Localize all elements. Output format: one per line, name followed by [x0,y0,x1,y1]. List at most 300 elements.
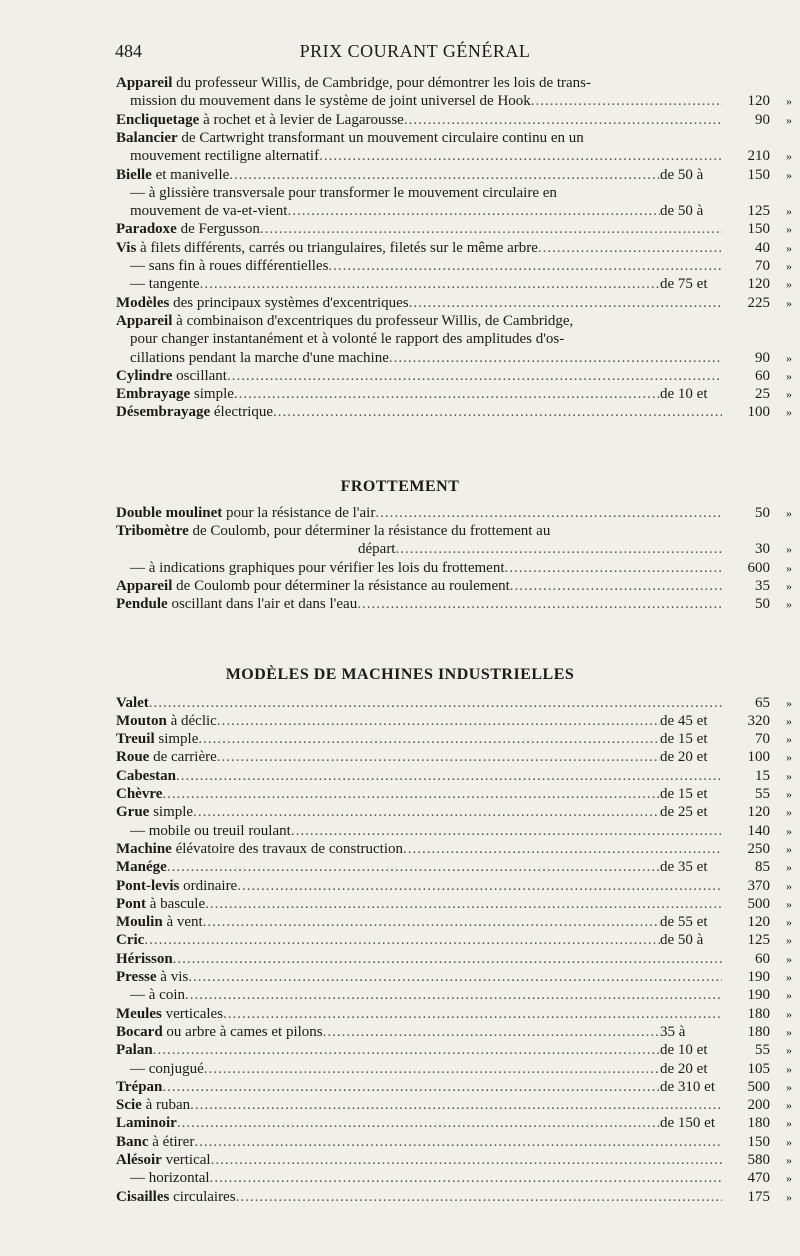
dot-leader [194,1133,722,1151]
entry-description [116,522,722,540]
price-unit-mark: » [786,1171,792,1186]
entry-text: simple [149,804,194,821]
entry-text: du professeur Willis, de Cambridge, pour démontrer les lois de trans- [172,75,592,91]
entry-text: — conjugué [130,1060,204,1077]
price-unit-mark: » [786,350,792,365]
entry-term: Tribomètre [116,523,189,539]
entry-description [116,748,660,766]
price-value: 200 [747,1097,770,1114]
entry-description [116,166,660,184]
price-unit-mark: » [786,405,792,420]
price-value: 70 [755,731,770,748]
entry-text: vertical [161,1152,211,1168]
dot-leader [190,1096,722,1114]
entry-term: Bocard [116,1023,163,1040]
entry-text: simple [154,731,199,748]
entry-term: Embrayage [116,386,191,403]
price-unit-mark: » [786,1116,792,1131]
entry-description [116,858,660,876]
price-entry-line [116,895,800,913]
price-entry-line [116,950,800,968]
entry-term: Pont-levis [116,877,180,894]
entry-term: Meules [116,1005,162,1022]
entry-text: mission du mouvement dans le système de joint universel de Hook [130,93,531,110]
entry-description [116,803,660,821]
entry-description [130,330,722,348]
price-value: 35 [755,577,770,594]
entry-term: Banc [116,1133,149,1150]
entry-text: élévatoire des travaux de construction [171,840,403,857]
price-value: 65 [755,694,770,711]
price-value: 470 [747,1170,770,1187]
entry-description [116,1078,660,1096]
price-entry-line [116,1169,800,1187]
entry-description [130,275,660,293]
dot-leader [211,1151,722,1169]
price-entry-line [116,294,800,312]
entry-text: pour changer instantanément et à volonté le rapport des amplitudes d'os- [130,331,565,348]
price-value: 50 [755,596,770,613]
price-unit-mark: » [786,368,792,383]
entry-text: — à indications graphiques pour vérifier les lois du frottement [130,559,505,576]
entry-text: — sans fin à roues différentielles [130,258,329,274]
price-value: 70 [755,258,770,274]
entry-text: électrique [210,404,274,421]
price-entry-line [116,712,800,730]
price-unit-mark: » [786,713,792,728]
entry-description [116,1005,722,1023]
price-value: 150 [747,1133,770,1150]
price-entry-line [116,504,800,522]
price-value: 125 [747,932,770,949]
price-value: 125 [747,203,770,220]
entry-text: de carrière [149,749,217,766]
entry-description [130,202,660,220]
dot-leader [375,504,722,522]
price-range-prefix: de 25 et [660,804,708,821]
price-entry-line [116,330,800,348]
entry-description [116,1151,722,1169]
entry-description [116,895,722,913]
entry-term: Trépan [116,1078,163,1095]
entry-description [116,931,660,949]
entry-description [130,257,722,275]
price-value: 40 [755,239,770,256]
entry-term: Laminoir [116,1115,177,1132]
price-value: 120 [747,804,770,821]
price-value: 105 [747,1060,770,1077]
price-entry-line [116,694,800,712]
price-entry-line [116,166,800,184]
dot-leader [188,968,722,986]
entry-text: à rochet et à levier de Lagarousse [199,111,404,128]
dot-leader [319,147,722,165]
entry-description [130,822,722,840]
price-entry-line [116,767,800,785]
entry-text: — tangente [130,276,200,293]
entry-description [130,559,722,577]
entry-text: cillations pendant la marche d'une machine [130,349,389,366]
price-entry-line [116,595,800,613]
dot-leader [167,858,660,876]
price-entry-line [116,1096,800,1114]
price-unit-mark: » [786,951,792,966]
price-value: 580 [747,1152,770,1168]
page-header [115,41,715,65]
dot-leader [173,950,722,968]
entry-description [116,111,722,129]
entry-term: Chèvre [116,786,163,802]
price-unit-mark: » [786,167,792,182]
entry-text: — horizontal [130,1170,210,1187]
price-entry-line [116,1114,800,1132]
price-unit-mark: » [786,750,792,765]
entry-text: oscillant dans l'air et dans l'eau [167,596,358,613]
entry-description [116,913,660,931]
dot-leader [287,202,660,220]
entry-description [116,595,722,613]
entry-description [130,184,722,202]
price-entry-line [116,312,800,330]
entry-term: Treuil [116,731,155,748]
entry-description [116,577,722,595]
entry-description [116,312,722,330]
price-entry-line [116,92,800,110]
dot-leader [210,1169,722,1187]
price-entry-line [116,858,800,876]
entry-description [130,1060,660,1078]
price-unit-mark: » [786,768,792,783]
entry-description [116,877,722,895]
entry-text: à vis [156,969,189,985]
price-range-prefix: de 20 et [660,1060,708,1077]
entry-text: à étirer [148,1133,195,1150]
price-value: 25 [755,386,770,403]
price-value: 90 [755,349,770,366]
dot-leader [193,803,660,821]
price-range-prefix: de 15 et [660,786,708,802]
price-entry-line [116,986,800,1004]
price-unit-mark: » [786,1098,792,1113]
price-value: 190 [747,969,770,985]
entry-term: Valet [116,694,149,711]
price-value: 210 [747,148,770,165]
entry-description [116,767,722,785]
entry-term: Alésoir [116,1152,162,1168]
dot-leader [323,1023,660,1041]
section-heading: FROTTEMENT [340,477,460,495]
entry-text: départ [358,541,396,558]
entry-description [116,74,722,92]
entry-description [130,147,722,165]
entry-description [130,986,722,1004]
dot-leader [205,895,722,913]
price-value: 90 [755,111,770,128]
price-entry-line [116,1151,800,1169]
price-unit-mark: » [786,878,792,893]
entry-description [130,349,722,367]
price-entry-line [116,202,800,220]
price-unit-mark: » [786,578,792,593]
entry-term: Double moulinet [116,504,223,521]
price-unit-mark: » [786,222,792,237]
price-unit-mark: » [786,597,792,612]
entry-description [116,1041,660,1059]
price-entry-line [116,748,800,766]
dot-leader [227,367,722,385]
entry-text: circulaires [169,1188,236,1205]
entry-term: Cylindre [116,367,173,384]
price-entry-line [116,785,800,803]
price-entry-line [116,803,800,821]
entry-description [116,129,722,147]
dot-leader [328,257,722,275]
entry-term: Grue [116,804,150,821]
price-range-prefix: de 15 et [660,731,708,748]
entry-term: Pendule [116,596,168,613]
price-value: 180 [747,1115,770,1132]
price-entry-line [116,349,800,367]
price-entry-line [116,877,800,895]
price-unit-mark: » [786,988,792,1003]
price-entry-line [116,1023,800,1041]
entry-term: Appareil [116,312,173,329]
price-entry-line [116,74,800,92]
price-value: 50 [755,504,770,521]
dot-leader [404,111,722,129]
price-value: 180 [747,1023,770,1040]
price-entry-line [116,559,800,577]
section-heading: MODÈLES DE MACHINES INDUSTRIELLES [225,665,575,683]
price-unit-mark: » [786,1024,792,1039]
price-range-prefix: de 35 et [660,859,708,876]
price-value: 15 [755,767,770,784]
entry-term: Scie [116,1097,142,1114]
price-entry-line [116,257,800,275]
price-entry-line [116,367,800,385]
entry-description [116,504,722,522]
entry-description [130,92,722,110]
price-entry-line [116,1005,800,1023]
page-number: 484 [115,41,142,61]
price-entry-line [116,129,800,147]
price-range-prefix: de 20 et [660,749,708,766]
entry-description [116,785,660,803]
price-unit-mark: » [786,860,792,875]
price-value: 30 [755,541,770,558]
entry-description [358,540,722,558]
dot-leader [510,577,722,595]
price-unit-mark: » [786,1079,792,1094]
price-value: 600 [747,559,770,576]
dot-leader [176,767,722,785]
entry-term: Encliquetage [116,111,200,128]
dot-leader [357,595,722,613]
dot-leader [149,694,722,712]
price-entry-line [116,1060,800,1078]
price-entry-line [116,577,800,595]
dot-leader [229,166,660,184]
entry-term: Vis [116,239,137,256]
dot-leader [162,785,660,803]
price-value: 120 [747,914,770,931]
entry-description [130,1169,722,1187]
entry-text: à ruban [141,1097,191,1114]
price-entry-line [116,931,800,949]
dot-leader [260,220,722,238]
price-range-prefix: de 50 à [660,166,704,183]
price-unit-mark: » [786,505,792,520]
entry-term: Roue [116,749,150,766]
dot-leader [505,559,723,577]
entry-term: Cric [116,932,145,949]
dot-leader [162,1078,660,1096]
dot-leader [177,1114,660,1132]
price-entry-line [116,522,800,540]
dot-leader [198,730,660,748]
price-entry-line [116,1041,800,1059]
entry-term: Palan [116,1042,153,1059]
price-value: 180 [747,1005,770,1022]
price-value: 225 [747,294,770,311]
price-value: 85 [755,859,770,876]
entry-term: Désembrayage [116,404,211,421]
price-entry-line [116,913,800,931]
price-unit-mark: » [786,1153,792,1167]
dot-leader [273,403,722,421]
entry-term: Paradoxe [116,221,177,238]
price-unit-mark: » [786,823,792,838]
price-value: 500 [747,895,770,912]
entry-text: et manivelle [151,166,230,183]
entry-text: — à coin [130,987,185,1004]
entry-term: Appareil [116,75,173,91]
entry-description [116,968,722,986]
price-range-prefix: de 75 et [660,276,708,293]
entry-description [116,1096,722,1114]
price-value: 500 [747,1078,770,1095]
price-entry-line [116,540,800,558]
entry-text: de Cartwright transformant un mouvement circulaire continu en un [177,129,584,146]
price-range-prefix: de 55 et [660,914,708,931]
entry-term: Hérisson [116,950,173,967]
entry-term: Machine [116,840,172,857]
price-range-prefix: de 150 et [660,1115,715,1132]
entry-term: Cabestan [116,767,177,784]
dot-leader [403,840,722,858]
entry-term: Pont [116,895,146,912]
price-value: 320 [747,712,770,729]
price-value: 370 [747,877,770,894]
entry-term: Bielle [116,166,152,183]
entry-text: de Coulomb, pour déterminer la résistance du frottement au [188,523,551,539]
entry-term: Manége [116,859,167,876]
entry-term: Balancier [116,129,178,146]
price-value: 120 [747,93,770,110]
price-unit-mark: » [786,542,792,557]
price-unit-mark: » [786,896,792,911]
entry-text: ou arbre à cames et pilons [162,1023,323,1040]
price-unit-mark: » [786,915,792,930]
entry-description [116,1133,722,1151]
price-entry-line [116,730,800,748]
price-value: 250 [747,840,770,857]
entry-description [116,1023,660,1041]
entry-text: à déclic [166,712,217,729]
dot-leader [531,92,722,110]
dot-leader [223,1005,722,1023]
dot-leader [291,822,722,840]
entry-text: verticales [161,1005,224,1022]
entry-description [116,385,660,403]
entry-text: à vent [162,914,203,931]
running-title: PRIX COURANT GÉNÉRAL [299,41,531,61]
price-entry-line [116,147,800,165]
entry-term: Cisailles [116,1188,170,1205]
entry-text: à bascule [146,895,206,912]
price-unit-mark: » [786,240,792,255]
entry-description [116,950,722,968]
price-value: 150 [747,221,770,238]
dot-leader [237,877,722,895]
price-unit-mark: » [786,112,792,127]
price-unit-mark: » [786,1189,792,1204]
price-entry-line [116,239,800,257]
price-value: 55 [755,1042,770,1059]
entry-description [116,294,722,312]
price-range-prefix: de 10 et [660,1042,708,1059]
price-unit-mark: » [786,732,792,747]
price-unit-mark: » [786,841,792,856]
dot-leader [409,294,722,312]
entry-text: à combinaison d'excentriques du professeur Willis, de Cambridge, [172,312,574,329]
price-range-prefix: de 50 à [660,203,704,220]
dot-leader [153,1041,660,1059]
price-entry-line [116,822,800,840]
entry-text: — mobile ou treuil roulant [130,822,291,839]
dot-leader [185,986,722,1004]
price-value: 60 [755,950,770,967]
price-unit-mark: » [786,149,792,164]
entry-text: — à glissière transversale pour transformer le mouvement circulaire en [130,184,557,201]
entry-text: à filets différents, carrés ou triangulaires, filetés sur le même arbre [136,239,538,256]
price-range-prefix: 35 à [660,1023,686,1040]
price-value: 120 [747,276,770,293]
price-range-prefix: de 10 et [660,386,708,403]
dot-leader [200,275,660,293]
entry-description [116,730,660,748]
dot-leader [395,540,722,558]
price-unit-mark: » [786,1134,792,1149]
price-entry-line [116,184,800,202]
entry-description [116,220,722,238]
price-unit-mark: » [786,970,792,984]
price-entry-line [116,385,800,403]
dot-leader [538,239,722,257]
entry-text: simple [190,386,234,403]
entry-description [116,1114,660,1132]
entry-text: mouvement de va-et-vient [130,203,288,220]
entry-term: Moulin [116,914,163,931]
price-unit-mark: » [786,259,792,273]
dot-leader [217,748,660,766]
price-unit-mark: » [786,560,792,575]
entry-text: mouvement rectiligne alternatif [130,148,320,165]
price-range-prefix: de 310 et [660,1078,715,1095]
price-range-prefix: de 45 et [660,712,708,729]
price-value: 100 [747,404,770,421]
price-value: 55 [755,786,770,802]
